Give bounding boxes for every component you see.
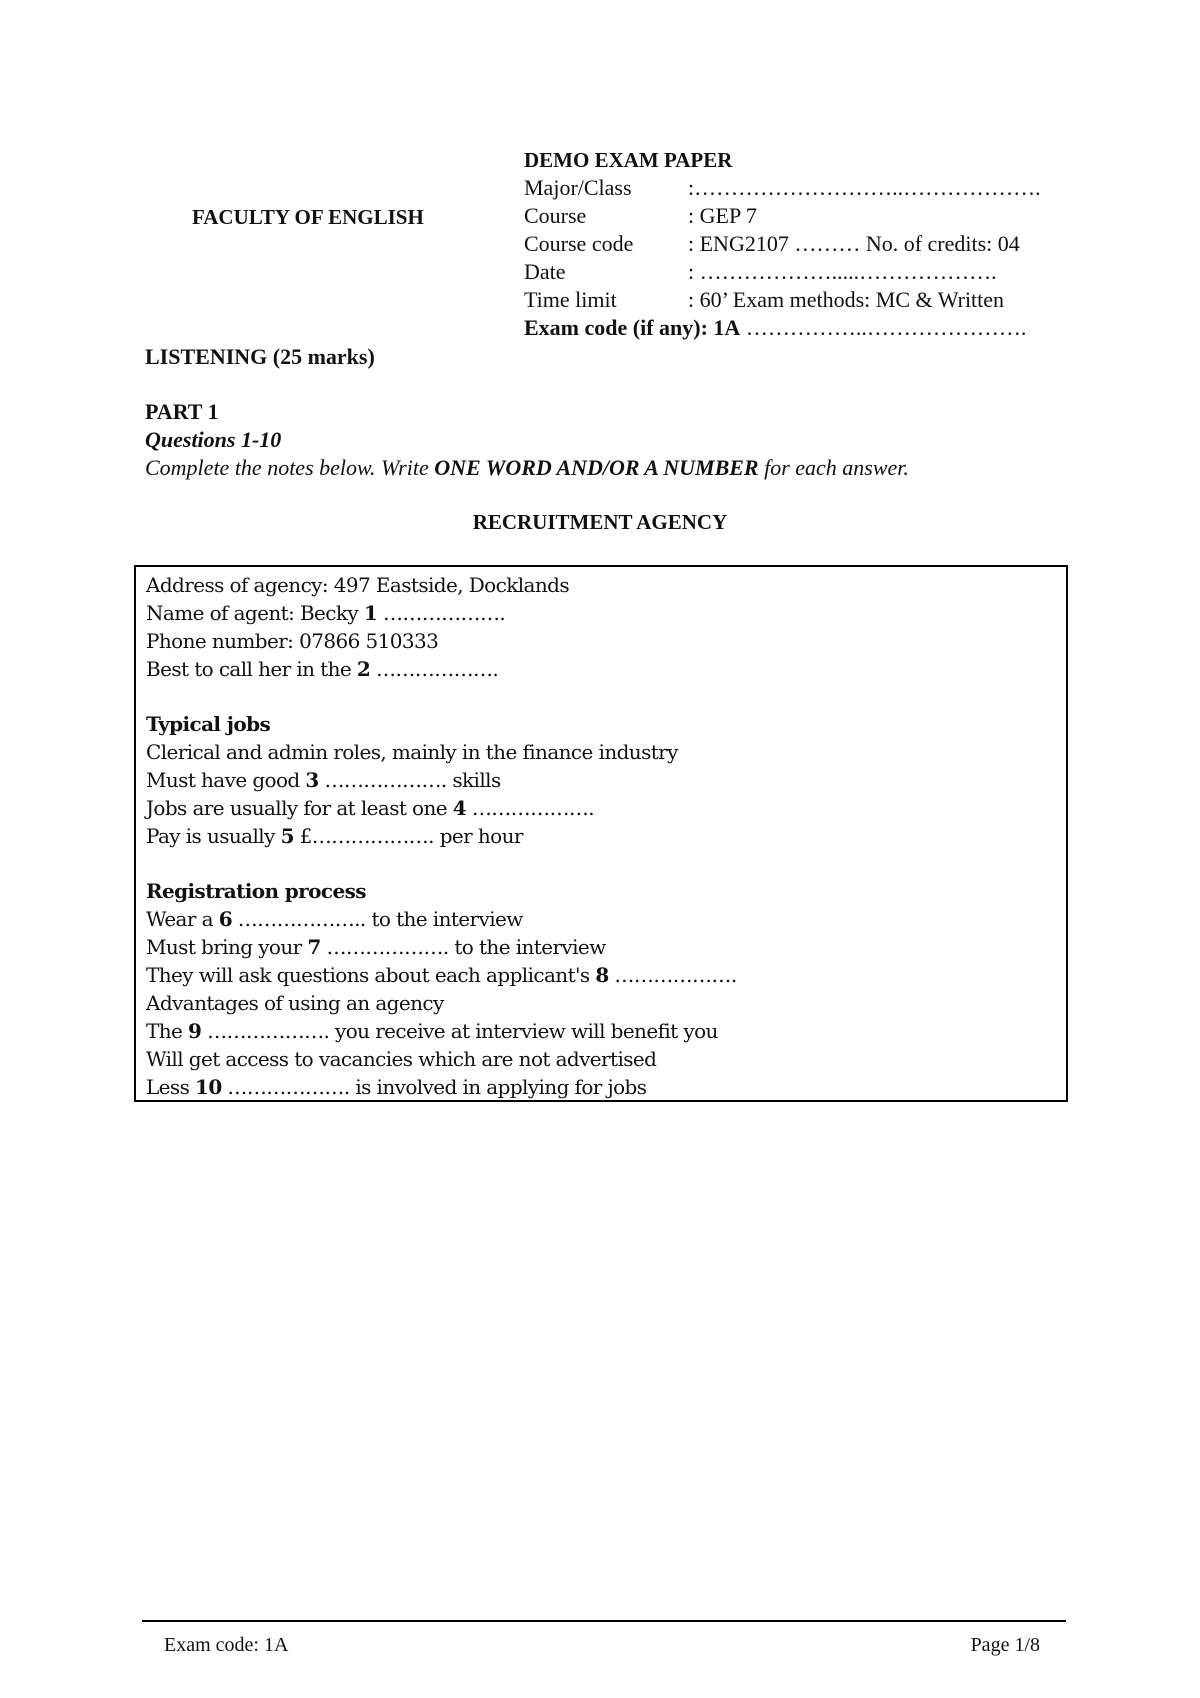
clerical-line: Clerical and admin roles, mainly in the finance industry xyxy=(146,740,678,764)
exam-title: DEMO EXAM PAPER xyxy=(524,148,733,172)
q6-blank: ……………….. to the interview xyxy=(232,907,523,931)
footer-divider xyxy=(142,1620,1066,1622)
q9-number: 9 xyxy=(188,1019,202,1043)
question-3-line xyxy=(146,766,1056,794)
q6-number: 6 xyxy=(218,907,233,931)
major-value: :………………………..………………. xyxy=(688,175,1041,200)
course-code-row xyxy=(524,230,1084,258)
vacancies-line: Will get access to vacancies which are not advertised xyxy=(146,1047,657,1071)
exam-header xyxy=(524,146,1084,342)
q10-number: 10 xyxy=(195,1075,222,1099)
time-row xyxy=(524,286,1084,314)
exam-code-value: : 1A xyxy=(700,315,741,340)
q8-blank: ………………. xyxy=(608,963,737,987)
part-title: PART 1 xyxy=(145,399,219,424)
question-5-line xyxy=(146,822,1056,850)
q10-text: Less xyxy=(146,1075,196,1099)
typical-jobs-heading: Typical jobs xyxy=(146,712,271,736)
q2-number: 2 xyxy=(356,657,371,681)
q9-blank: ………………. you receive at interview will benefit you xyxy=(201,1019,718,1043)
instruction-emphasis: ONE WORD AND/OR A NUMBER xyxy=(434,455,759,480)
q1-blank: ………………. xyxy=(377,601,506,625)
q7-number: 7 xyxy=(307,935,321,959)
question-6-line xyxy=(146,905,1056,933)
instruction xyxy=(145,454,909,482)
faculty-title: FACULTY OF ENGLISH xyxy=(192,205,424,229)
date-row xyxy=(524,258,1084,286)
q6-text: Wear a xyxy=(146,907,219,931)
spacer xyxy=(146,683,1056,710)
q8-number: 8 xyxy=(595,963,609,987)
q3-blank: ………………. skills xyxy=(318,768,501,792)
spacer xyxy=(146,850,1056,877)
q1-text: Name of agent: Becky xyxy=(146,601,364,625)
q5-blank: £………………. per hour xyxy=(293,824,523,848)
course-value: : GEP 7 xyxy=(688,203,757,228)
q5-text: Pay is usually xyxy=(146,824,281,848)
course-row xyxy=(524,202,1084,230)
question-1-line xyxy=(146,599,1056,627)
address-line: Address of agency: 497 Eastside, Docklands xyxy=(146,573,570,597)
date-label: Date xyxy=(524,259,566,284)
q7-text: Must bring your xyxy=(146,935,308,959)
q5-number: 5 xyxy=(280,824,294,848)
q3-text: Must have good xyxy=(146,768,306,792)
phone-line: Phone number: 07866 510333 xyxy=(146,629,439,653)
major-label: Major/Class xyxy=(524,175,632,200)
question-9-line xyxy=(146,1017,1056,1045)
q3-number: 3 xyxy=(305,768,319,792)
q4-number: 4 xyxy=(452,796,467,820)
question-4-line xyxy=(146,794,1056,822)
q2-blank: ………………. xyxy=(370,657,499,681)
question-2-line xyxy=(146,655,1056,683)
instruction-after: for each answer. xyxy=(758,455,909,480)
question-10-line xyxy=(146,1073,1056,1101)
footer-exam-code: Exam code: 1A xyxy=(164,1634,289,1656)
course-code-value: : ENG2107 ……… No. of credits: 04 xyxy=(688,231,1020,256)
questions-range: Questions 1-10 xyxy=(145,427,282,452)
major-row xyxy=(524,174,1084,202)
page-number: Page 1/8 xyxy=(970,1634,1040,1656)
q1-number: 1 xyxy=(363,601,378,625)
exam-code-row xyxy=(524,314,1084,342)
time-value: : 60’ Exam methods: MC & Written xyxy=(688,287,1005,312)
registration-heading: Registration process xyxy=(146,879,366,903)
exam-code-dots: ……………..…………………. xyxy=(740,315,1027,340)
q2-text: Best to call her in the xyxy=(146,657,357,681)
q9-text: The xyxy=(146,1019,189,1043)
exam-code-label: Exam code (if any) xyxy=(524,315,701,340)
q8-text: They will ask questions about each applicant's xyxy=(146,963,596,987)
instruction-before: Complete the notes below. Write xyxy=(145,455,435,480)
advantages-line: Advantages of using an agency xyxy=(146,991,444,1015)
section-title: LISTENING (25 marks) xyxy=(145,344,375,369)
q4-text: Jobs are usually for at least one xyxy=(146,796,453,820)
notes-box xyxy=(134,565,1068,1102)
q7-blank: ………………. to the interview xyxy=(320,935,606,959)
question-8-line xyxy=(146,961,1056,989)
q10-blank: ………………. is involved in applying for jobs xyxy=(221,1075,647,1099)
course-code-label: Course code xyxy=(524,231,634,256)
time-label: Time limit xyxy=(524,287,617,312)
notes-title: RECRUITMENT AGENCY xyxy=(472,510,728,534)
question-7-line xyxy=(146,933,1056,961)
q4-blank: ………………. xyxy=(466,796,595,820)
date-value: : ……………….....………………. xyxy=(688,259,997,284)
course-label: Course xyxy=(524,203,587,228)
